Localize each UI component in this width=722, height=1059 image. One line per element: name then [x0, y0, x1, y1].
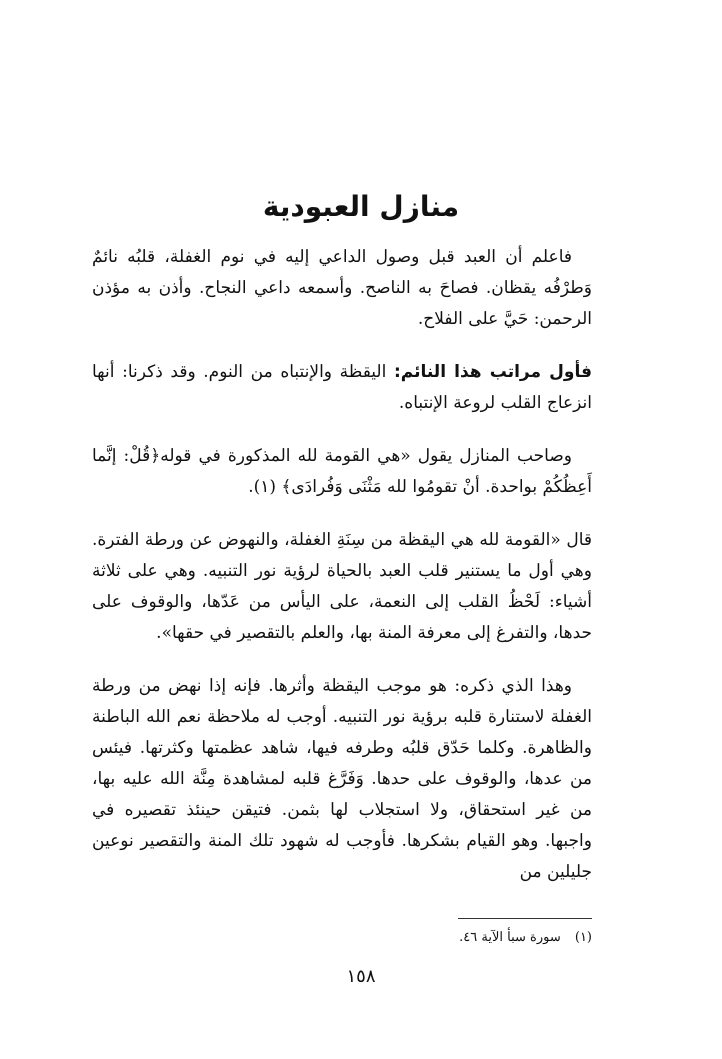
paragraph-4: قال «القومة لله هي اليقظة من سِنَةِ الغفلة، والنهوض عن ورطة الفترة. وهي أول ما يستنير قلب العبد بالحياة لرؤية نور التنبيه. وهي على ثلاثة أشياء: لَحْظُ القلب إلى النعمة، على اليأس من عَدّها، والوقوف على حدها، والتفرغ إلى معرفة المنة بها، والعلم بالتقصير في حقها».: [92, 530, 592, 643]
paragraph-2: [92, 357, 592, 419]
footnote-text: سورة سبأ الآية ٤٦.: [459, 930, 561, 945]
footnote-divider: [458, 918, 592, 919]
paragraph-2-heading: فأول مراتب هذا النائم:: [393, 362, 592, 382]
footnote: [380, 930, 592, 945]
paragraph-2-text: اليقظة والإنتباه من النوم. وقد ذكرنا: أنها انزعاج القلب لروعة الإنتباه.: [92, 362, 592, 413]
paragraph-3: وصاحب المنازل يقول «هي القومة لله المذكورة في قوله﴿قُلْ: إنَّما أَعِظُكُمْ بواحدة. أنْ تقومُوا لله مَثْنَى وَفُرادَى﴾ (١).: [92, 446, 592, 497]
page-number: ١٥٨: [346, 966, 376, 987]
page-title: منازل العبودية: [262, 190, 460, 223]
paragraph-5: وهذا الذي ذكره: هو موجب اليقظة وأثرها. فإنه إذا نهض من ورطة الغفلة لاستنارة قلبه برؤية نور التنبيه. أوجب له ملاحظة نعم الله الباطنة والظاهرة. وكلما حَدّق قلبُه وطرفه فيها، شاهد عظمتها وكثرتها. فيئس من عدها، والوقوف على حدها. وَفَرَّغ قلبه لمشاهدة مِنَّة الله عليه بها، من غير استحقاق، ولا استجلاب لها بثمن. فتيقن حينئذ تقصيره في واجبها. وهو القيام بشكرها. فأوجب له شهود تلك المنة والتقصير نوعين جليلين من: [92, 676, 592, 882]
paragraph-1: فاعلم أن العبد قبل وصول الداعي إليه في نوم الغفلة، قلبُه نائمٌ وَطرْفُه يقظان. فصاحَ به الناصح. وأسمعه داعي النجاح. وأذن به مؤذن الرحمن: حَيَّ على الفلاح.: [92, 247, 592, 329]
footnote-number: (١): [574, 930, 592, 945]
body-text: [92, 242, 592, 910]
